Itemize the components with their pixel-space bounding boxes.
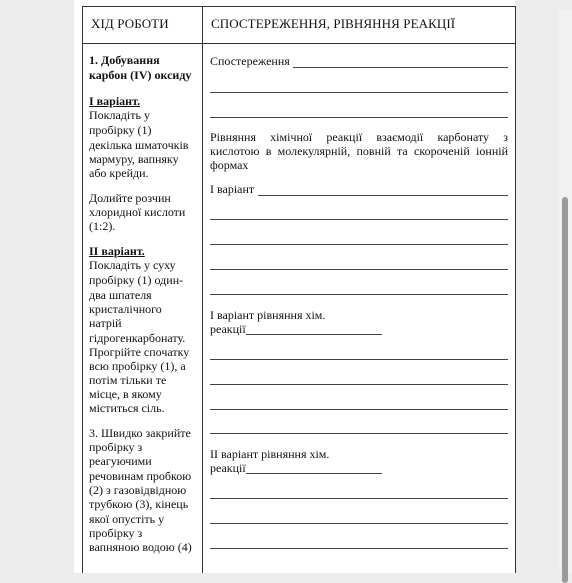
header-bottom-border [82, 43, 516, 44]
header-procedure: ХІД РОБОТИ [91, 16, 169, 31]
step3-line: трубкою (3), кінець [89, 497, 189, 511]
blank-line[interactable] [210, 409, 508, 410]
blank-line[interactable] [210, 294, 508, 295]
add-acid-line: хлоридної кислоти [89, 205, 186, 219]
variant2-equation-label: реакції [210, 461, 246, 475]
variant1-blank-line[interactable] [258, 195, 508, 196]
variant2-line: кристалічного [89, 302, 162, 316]
blank-line[interactable] [210, 219, 508, 220]
step3-line: речовинам пробкою [89, 469, 192, 483]
variant2-line: пробірку (1) один- [89, 273, 184, 287]
variant1-label: І варіант [210, 182, 255, 196]
variant1-equation-blank-line[interactable] [246, 334, 382, 335]
table-right-border [515, 6, 516, 573]
variant2-heading: ІІ варіант. [89, 244, 145, 258]
variant2-line: потім тільки те [89, 373, 167, 387]
variant2-line: натрій [89, 316, 122, 330]
blank-line[interactable] [210, 244, 508, 245]
blank-line[interactable] [210, 269, 508, 270]
variant2-equation-label: ІІ варіант рівняння хім. [210, 447, 330, 461]
variant2-line: два шпателя [89, 288, 152, 302]
step3-line: вапняною водою (4) [89, 540, 192, 554]
table-top-border [82, 6, 516, 7]
section-title-line-1: 1. Добування [89, 53, 160, 67]
header-observations: СПОСТЕРЕЖЕННЯ, РІВНЯННЯ РЕАКЦІЇ [211, 16, 456, 31]
scrollbar-thumb[interactable] [562, 197, 568, 583]
table-left-border [82, 6, 83, 573]
variant2-line: Прогрійте спочатку [89, 345, 190, 359]
blank-line[interactable] [210, 548, 508, 549]
blank-line[interactable] [210, 359, 508, 360]
step3-line: пробірку з [89, 440, 143, 454]
column-divider [202, 6, 203, 573]
step3-line: якої опустіть у [89, 512, 165, 526]
step3-line: (2) з газовідвідною [89, 483, 187, 497]
add-acid-line: Долийте розчин [89, 191, 171, 205]
step3-line: реагуючими [89, 454, 152, 468]
variant1-line: пробірку (1) [89, 123, 152, 137]
vertical-scrollbar[interactable] [559, 10, 572, 573]
variant2-equation-blank-line[interactable] [246, 473, 382, 474]
step3-line: пробірку з [89, 526, 143, 540]
variant1-equation-label: реакції [210, 322, 246, 336]
variant1-equation-label: І варіант рівняння хім. [210, 308, 326, 322]
variant2-line: місце, в якому [89, 387, 162, 401]
variant2-line: гідрогенкарбонату. [89, 331, 186, 345]
variant1-line: декілька шматочків [89, 138, 189, 152]
equation-description-line: кислотою в молекулярній, повній та скороченій іонній [210, 144, 508, 158]
blank-line[interactable] [210, 117, 508, 118]
variant2-line: всю пробірку (1), а [89, 359, 186, 373]
observations-label: Спостереження [210, 54, 290, 68]
variant1-line: або крейди. [89, 166, 149, 180]
equation-description-line: формах [210, 158, 249, 172]
variant2-line: Покладіть у суху [89, 258, 176, 272]
observations-blank-line[interactable] [293, 67, 508, 68]
variant1-line: мармуру, вапняку [89, 152, 179, 166]
blank-line[interactable] [210, 92, 508, 93]
blank-line[interactable] [210, 498, 508, 499]
equation-description-line: Рівняння хімічної реакції взаємодії карбонату з [210, 130, 508, 144]
blank-line[interactable] [210, 384, 508, 385]
variant1-heading: І варіант. [89, 94, 141, 108]
section-title-line-2: карбон (IV) оксиду [89, 68, 192, 82]
variant1-line: Покладіть у [89, 108, 150, 122]
variant2-line: міститься сіль. [89, 401, 165, 415]
step3-line: 3. Швидко закрийте [89, 426, 191, 440]
add-acid-line: (1:2). [89, 219, 116, 233]
blank-line[interactable] [210, 433, 508, 434]
blank-line[interactable] [210, 523, 508, 524]
